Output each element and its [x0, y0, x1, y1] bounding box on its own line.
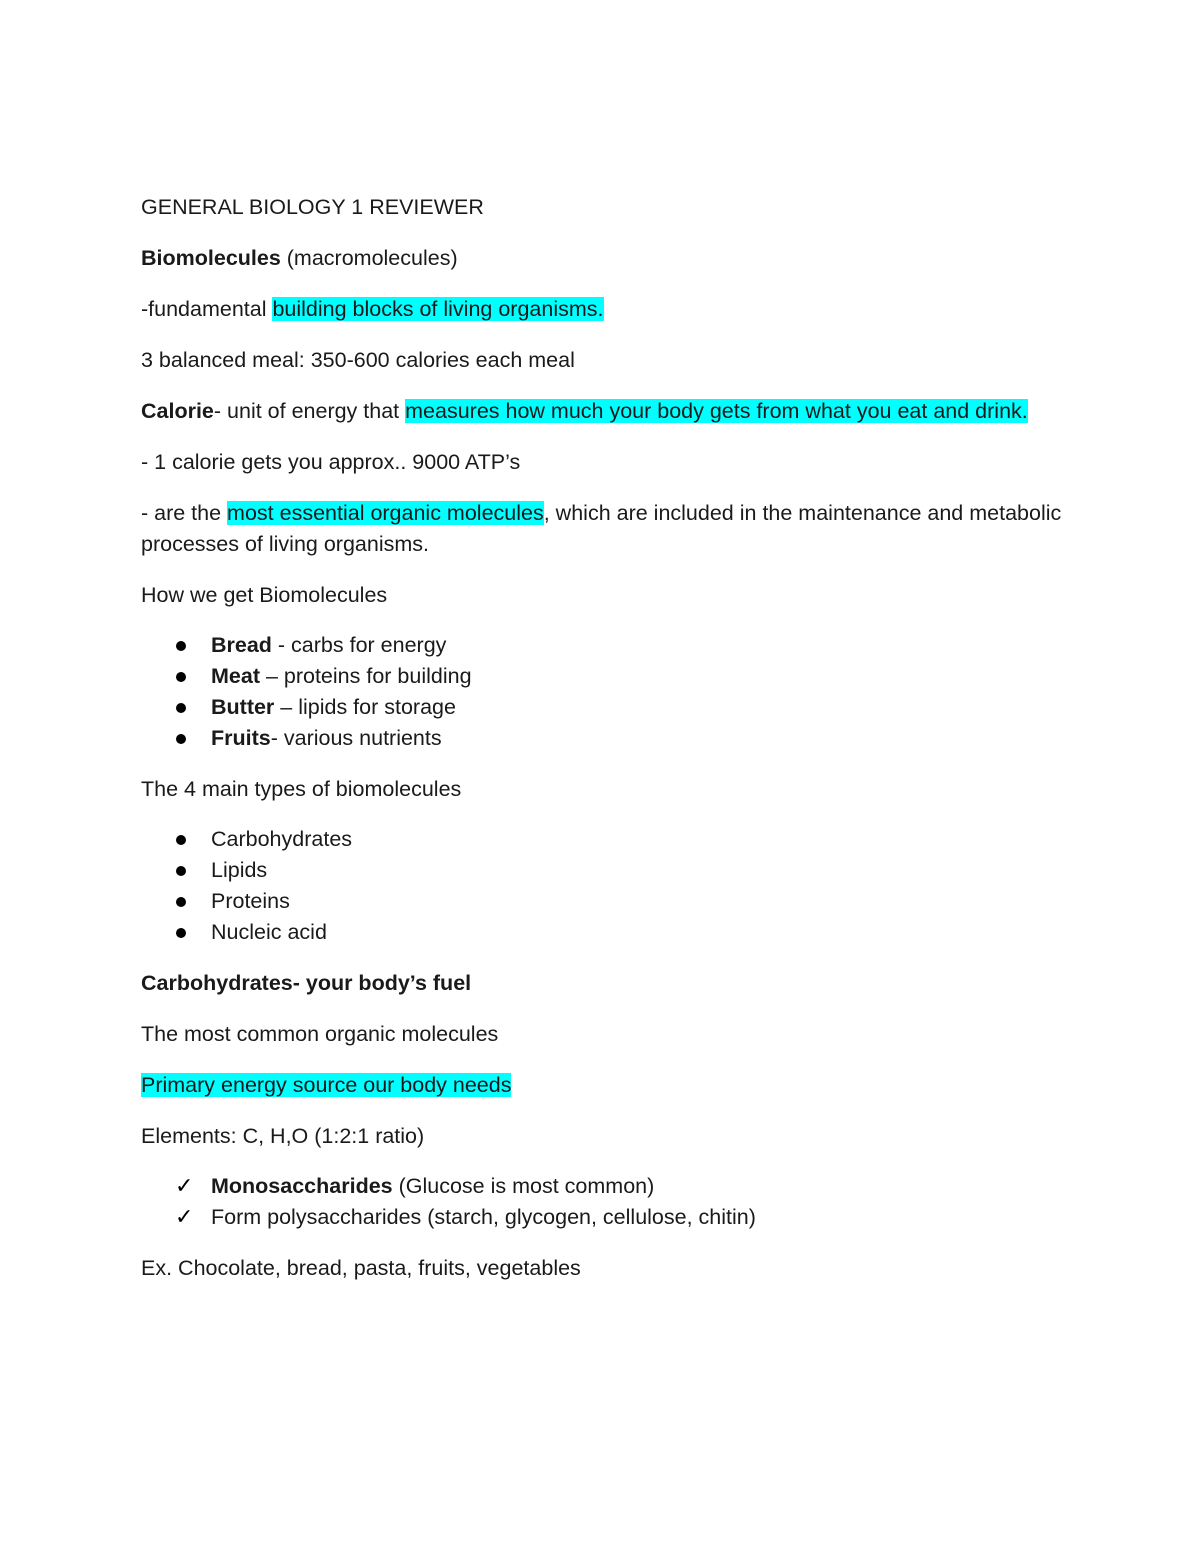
list-item — [141, 1171, 1081, 1202]
calorie-highlight: measures how much your body gets from what you eat and drink. — [405, 399, 1028, 423]
list-item — [141, 723, 1081, 754]
bullet-icon — [176, 928, 186, 938]
item-desc: - various nutrients — [270, 726, 442, 750]
carbohydrates-heading-text: Carbohydrates- your body’s fuel — [141, 971, 472, 995]
carb-check-list — [141, 1171, 1081, 1233]
document-page — [141, 192, 1081, 1304]
carb-common-line: The most common organic molecules — [141, 1022, 499, 1046]
item-term: Monosaccharides — [211, 1174, 393, 1198]
item-term: Meat — [211, 664, 260, 688]
type-label: Carbohydrates — [211, 827, 353, 851]
essential-highlight: most essential organic molecules — [227, 501, 544, 525]
type-label: Proteins — [211, 889, 290, 913]
bullet-icon — [176, 866, 186, 876]
list-item — [141, 886, 1081, 917]
list-item — [141, 855, 1081, 886]
atp-line: - 1 calorie gets you approx.. 9000 ATP’s — [141, 450, 521, 474]
item-term: Fruits — [211, 726, 271, 750]
item-term: Butter — [211, 695, 275, 719]
calorie-term: Calorie — [141, 399, 214, 423]
carb-primary-line — [141, 1070, 1081, 1101]
calorie-mid: - unit of energy that — [213, 399, 406, 423]
fundamental-highlight: building blocks of living organisms. — [272, 297, 604, 321]
checkmark-icon: ✓ — [175, 1204, 194, 1229]
list-item — [141, 692, 1081, 723]
carbohydrates-heading — [141, 968, 1081, 999]
bullet-icon — [176, 734, 186, 744]
carb-primary-highlight: Primary energy source our body needs — [141, 1073, 512, 1097]
bullet-icon — [176, 672, 186, 682]
list-item — [141, 824, 1081, 855]
item-desc: Form polysaccharides (starch, glycogen, cellulose, chitin) — [211, 1205, 756, 1229]
how-heading: How we get Biomolecules — [141, 583, 388, 607]
biomolecules-term: Biomolecules — [141, 246, 281, 270]
bullet-icon — [176, 897, 186, 907]
list-item — [141, 630, 1081, 661]
calorie-definition — [141, 396, 1081, 427]
biomolecules-paren: (macromolecules) — [280, 246, 458, 270]
type-label: Nucleic acid — [211, 920, 327, 944]
types-list — [141, 824, 1081, 948]
item-desc: - carbs for energy — [271, 633, 447, 657]
list-item — [141, 1202, 1081, 1233]
carb-elements-line: Elements: C, H,O (1:2:1 ratio) — [141, 1124, 425, 1148]
checkmark-icon: ✓ — [175, 1173, 194, 1198]
item-desc: (Glucose is most common) — [392, 1174, 655, 1198]
item-term: Bread — [211, 633, 272, 657]
bullet-icon — [176, 703, 186, 713]
essential-suffix: , which are included in the maintenance and metabolic processes of living organisms. — [141, 501, 1062, 556]
types-heading: The 4 main types of biomolecules — [141, 777, 462, 801]
bullet-icon — [176, 641, 186, 651]
essential-line — [141, 498, 1081, 560]
document-title: GENERAL BIOLOGY 1 REVIEWER — [141, 195, 484, 219]
fundamental-prefix: -fundamental — [141, 297, 273, 321]
meal-line: 3 balanced meal: 350-600 calories each meal — [141, 348, 575, 372]
essential-prefix: - are the — [141, 501, 228, 525]
type-label: Lipids — [211, 858, 268, 882]
fundamental-line — [141, 294, 1081, 325]
biomolecules-heading — [141, 243, 1081, 274]
carb-examples-line: Ex. Chocolate, bread, pasta, fruits, vegetables — [141, 1256, 581, 1280]
bullet-icon — [176, 835, 186, 845]
how-list — [141, 630, 1081, 754]
item-desc: – proteins for building — [259, 664, 472, 688]
item-desc: – lipids for storage — [274, 695, 456, 719]
list-item — [141, 917, 1081, 948]
list-item — [141, 661, 1081, 692]
